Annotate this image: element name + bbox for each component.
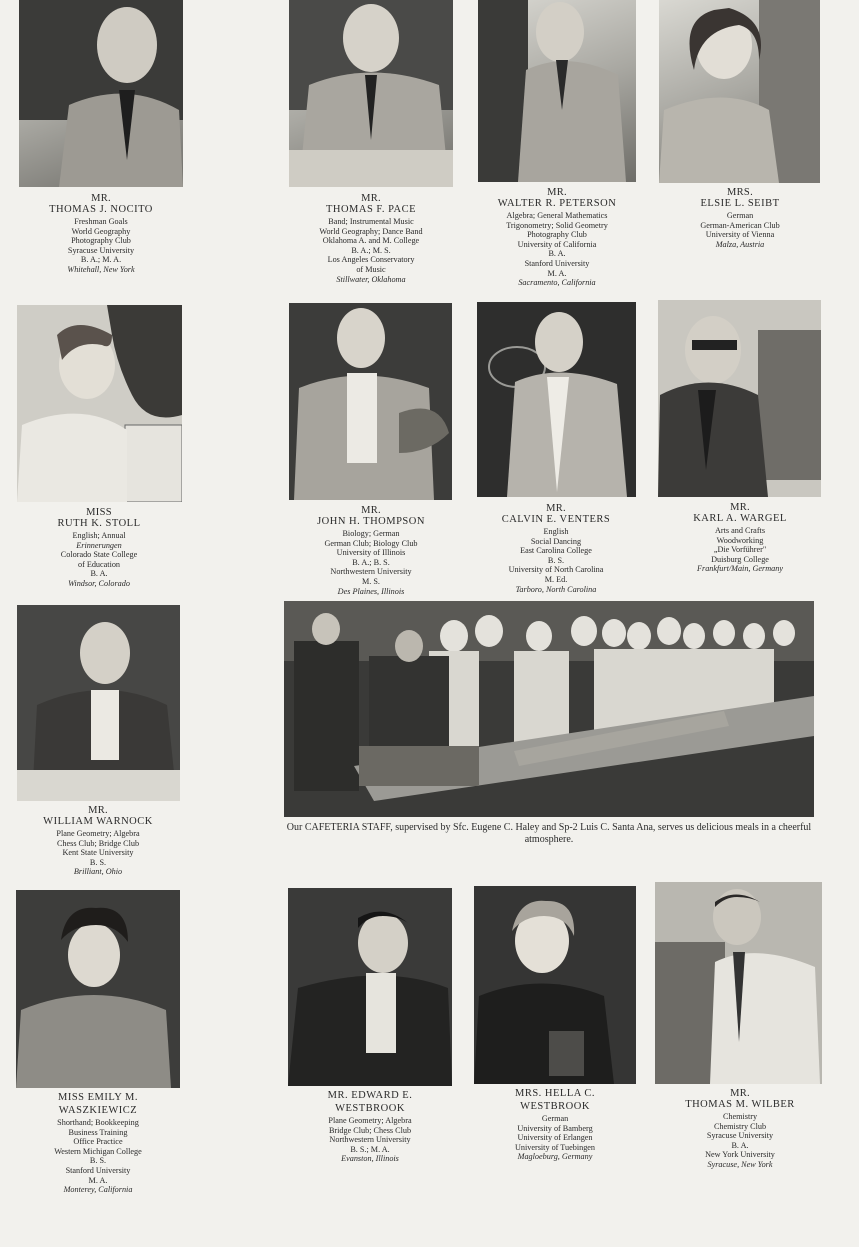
cafeteria-staff-photo — [284, 601, 814, 817]
teacher-detail: Syracuse University — [706, 1131, 774, 1141]
teacher-detail: Syracuse University — [67, 245, 135, 255]
caption-stoll — [14, 507, 184, 589]
teacher-detail: Band; Instrumental Music — [328, 217, 414, 226]
teacher-detail: University of California — [517, 239, 597, 249]
teacher-detail: B. A. — [90, 569, 108, 579]
teacher-name: THOMAS F. PACE — [325, 204, 417, 215]
teacher-hometown: Malza, Austria — [715, 239, 765, 249]
teacher-detail: Duisburg College — [711, 554, 769, 564]
teacher-detail: English — [543, 527, 569, 536]
teacher-detail: Plane Geometry; Algebra — [56, 829, 140, 838]
teacher-title: MRS. — [726, 187, 753, 198]
teacher-detail: Shorthand; Bookkeeping — [57, 1118, 139, 1127]
teacher-name: WESTBROOK — [335, 1103, 405, 1114]
teacher-detail: Chemistry — [722, 1112, 758, 1121]
caption-pace — [285, 193, 457, 284]
teacher-title: MR. EDWARD E. — [327, 1090, 413, 1101]
teacher-title: MR. — [730, 1088, 750, 1099]
teacher-title: MR. — [91, 193, 111, 204]
teacher-title: MR. — [361, 505, 381, 516]
teacher-detail: Erinnerungen — [76, 540, 122, 550]
teacher-detail: Woodworking — [716, 535, 764, 545]
teacher-detail: Western Michigan College — [54, 1146, 142, 1156]
teacher-detail: German — [726, 211, 754, 220]
teacher-hometown: Tarboro, North Carolina — [515, 584, 597, 594]
teacher-detail: German Club; Biology Club — [324, 538, 418, 548]
teacher-hometown: Evanston, Illinois — [341, 1154, 399, 1164]
teacher-detail: B. A.; B. S. — [352, 557, 390, 567]
teacher-name: THOMAS J. NOCITO — [49, 204, 153, 215]
teacher-detail: M. A. — [88, 1175, 108, 1185]
teacher-detail: of Education — [77, 559, 121, 569]
teacher-hometown: Monterey, California — [63, 1185, 133, 1195]
teacher-detail: Business Training — [68, 1127, 128, 1137]
caption-edward-westbrook — [284, 1090, 456, 1164]
teacher-hometown: Sacramento, California — [518, 278, 596, 288]
portrait-photo-stoll — [17, 305, 182, 502]
portrait-photo-thompson — [289, 303, 452, 500]
teacher-title: MR. — [88, 805, 108, 816]
caption-warnock — [12, 805, 184, 877]
teacher-hometown: Whitehall, New York — [67, 264, 135, 274]
teacher-name: JOHN H. THOMPSON — [317, 516, 425, 527]
teacher-detail: Northwestern University — [330, 567, 412, 577]
teacher-detail: B. S. — [547, 555, 565, 565]
teacher-detail: Office Practice — [73, 1137, 123, 1147]
teacher-detail: English; Annual — [72, 531, 126, 540]
teacher-name: WESTBROOK — [520, 1101, 590, 1112]
caption-wilber — [654, 1088, 826, 1170]
teacher-detail: Social Dancing — [530, 536, 582, 546]
teacher-detail: Trigonometry; Solid Geometry — [506, 220, 608, 230]
teacher-detail: Arts and Crafts — [714, 526, 766, 535]
teacher-detail: Northwestern University — [329, 1135, 411, 1145]
teacher-detail: World Geography; Dance Band — [319, 226, 423, 236]
caption-hella-westbrook — [469, 1088, 641, 1162]
teacher-hometown: Syracuse, New York — [707, 1159, 773, 1169]
teacher-name: RUTH K. STOLL — [57, 518, 141, 529]
teacher-hometown: Des Plaines, Illinois — [337, 586, 405, 596]
teacher-name: ELSIE L. SEIBT — [700, 198, 780, 209]
teacher-detail: B. A. — [548, 249, 566, 259]
teacher-detail: Photography Club — [527, 230, 587, 240]
portrait-photo-wargel — [658, 300, 821, 497]
teacher-detail: East Carolina College — [520, 546, 592, 556]
portrait-photo-waszkiewicz — [16, 890, 180, 1088]
teacher-detail: World Geography — [71, 226, 131, 236]
teacher-title: MR. — [730, 502, 750, 513]
teacher-hometown: Frankfurt/Main, Germany — [697, 564, 783, 574]
teacher-hometown: Brilliant, Ohio — [73, 867, 123, 877]
teacher-title: MR. — [361, 193, 381, 204]
teacher-detail: Kent State University — [62, 848, 134, 858]
teacher-detail: Los Angeles Conservatory — [327, 255, 415, 265]
teacher-name: WALTER R. PETERSON — [497, 198, 617, 209]
portrait-photo-nocito — [19, 0, 183, 187]
teacher-name: WILLIAM WARNOCK — [43, 816, 153, 827]
teacher-detail: Photography Club — [71, 236, 131, 246]
teacher-detail: B. S.; M. A. — [350, 1144, 390, 1154]
teacher-hometown: Stillwater, Oklahoma — [336, 274, 406, 284]
teacher-detail: Oklahoma A. and M. College — [322, 236, 420, 246]
teacher-detail: Plane Geometry; Algebra — [328, 1116, 412, 1125]
caption-nocito — [15, 193, 187, 275]
caption-thompson — [285, 505, 457, 596]
teacher-detail: Stanford University — [524, 258, 590, 268]
teacher-detail: B. S. — [89, 857, 107, 867]
teacher-detail: Biology; German — [342, 529, 400, 538]
teacher-detail: of Music — [356, 264, 386, 274]
teacher-detail: B. A.; M. S. — [351, 245, 391, 255]
teacher-detail: M. Ed. — [544, 574, 568, 584]
teacher-detail: „Die Vorführer" — [713, 545, 767, 555]
teacher-title: MR. — [547, 187, 567, 198]
teacher-detail: B. A.; M. A. — [80, 255, 122, 265]
teacher-detail: German-American Club — [700, 220, 780, 230]
teacher-detail: University of Tuebingen — [514, 1142, 596, 1152]
portrait-photo-edward-westbrook — [288, 888, 452, 1086]
teacher-name: THOMAS M. WILBER — [685, 1099, 795, 1110]
teacher-detail: Stanford University — [65, 1165, 131, 1175]
portrait-photo-pace — [289, 0, 453, 187]
cafeteria-caption: Our CAFETERIA STAFF, supervised by Sfc. Eugene C. Haley and Sp-2 Luis C. Santa Ana, serves us delicious meals in a cheerful atmosphere. — [286, 822, 812, 845]
teacher-detail: B. A. — [731, 1140, 749, 1150]
teacher-detail: University of Erlangen — [517, 1133, 593, 1143]
teacher-detail: Colorado State College — [60, 550, 138, 560]
teacher-name: KARL A. WARGEL — [693, 513, 787, 524]
portrait-photo-peterson — [478, 0, 636, 182]
teacher-detail: New York University — [705, 1150, 775, 1160]
teacher-detail: Freshman Goals — [74, 217, 128, 226]
teacher-detail: Bridge Club; Chess Club — [328, 1125, 412, 1135]
teacher-detail: University of Bamberg — [517, 1123, 593, 1133]
teacher-hometown: Magloeburg, Germany — [517, 1152, 593, 1162]
teacher-title: MRS. HELLA C. — [514, 1088, 595, 1099]
teacher-detail: M. S. — [362, 576, 380, 586]
caption-venters — [470, 503, 642, 594]
portrait-photo-wilber — [655, 882, 822, 1084]
caption-waszkiewicz — [12, 1092, 184, 1195]
teacher-name: CALVIN E. VENTERS — [501, 514, 611, 525]
teacher-detail: Algebra; General Mathematics — [506, 211, 608, 220]
caption-peterson — [472, 187, 642, 288]
caption-seibt — [655, 187, 825, 249]
portrait-photo-hella-westbrook — [474, 886, 636, 1084]
teacher-detail: University of Vienna — [705, 230, 775, 240]
teacher-detail: M. A. — [547, 268, 567, 278]
teacher-title: MR. — [546, 503, 566, 514]
teacher-hometown: Windsor, Colorado — [68, 578, 130, 588]
teacher-name: WASZKIEWICZ — [58, 1105, 138, 1116]
portrait-photo-seibt — [659, 0, 820, 183]
caption-wargel — [655, 502, 825, 574]
teacher-detail: Chess Club; Bridge Club — [56, 838, 140, 848]
teacher-title: MISS — [86, 507, 112, 518]
teacher-title: MISS EMILY M. — [57, 1092, 139, 1103]
portrait-photo-warnock — [17, 605, 180, 801]
teacher-detail: B. S. — [89, 1156, 107, 1166]
teacher-detail: Chemistry Club — [713, 1121, 767, 1131]
portrait-photo-venters — [477, 302, 636, 497]
teacher-detail: German — [541, 1114, 569, 1123]
teacher-detail: University of North Carolina — [508, 565, 604, 575]
teacher-detail: University of Illinois — [336, 548, 406, 558]
